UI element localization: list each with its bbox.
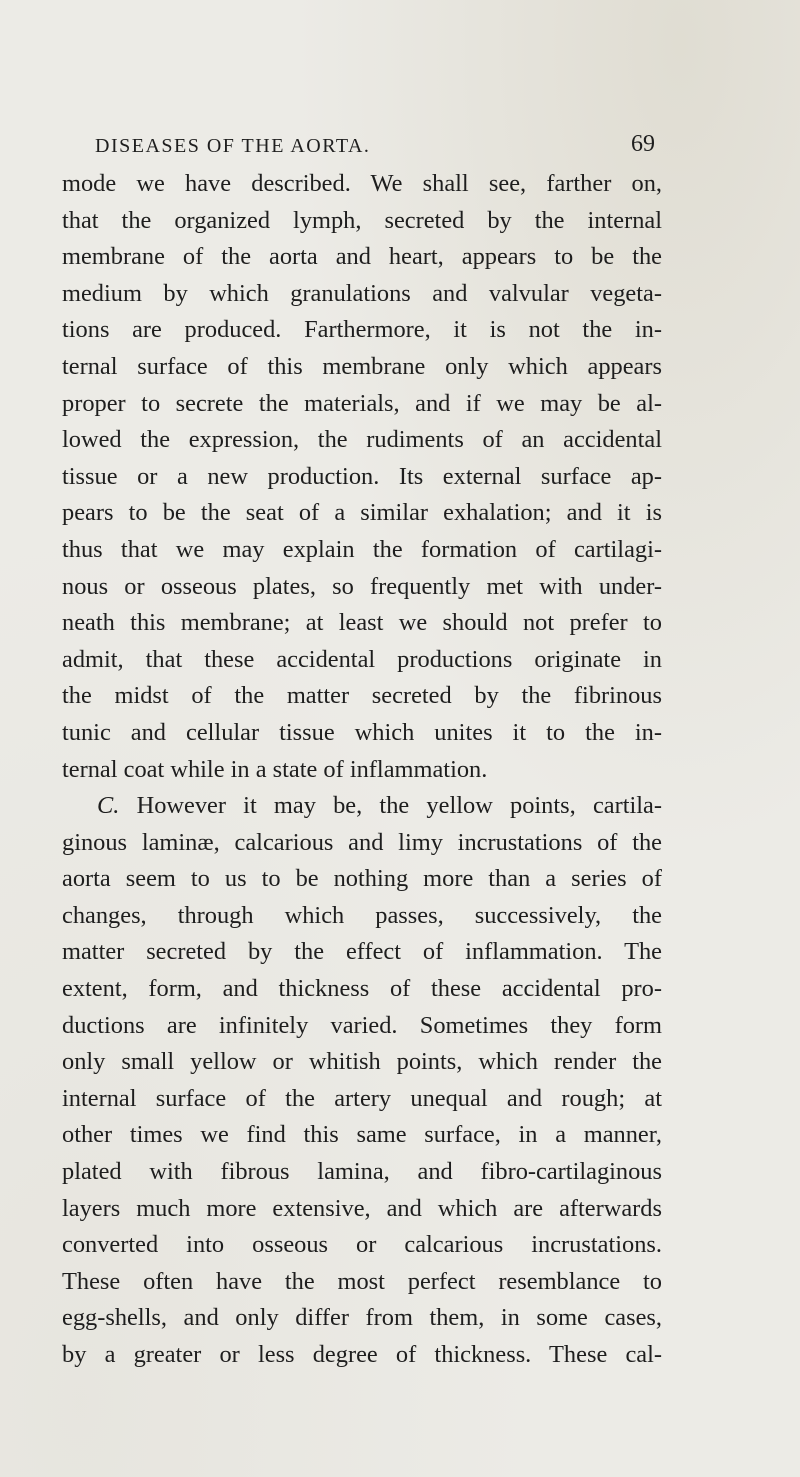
text-line: nous or osseous plates, so frequently met with under- [62,572,662,600]
text-line: converted into osseous or calcarious incrustations. [62,1231,662,1259]
text-line: tissue or a new production. Its external surface ap- [62,462,662,490]
text-line: proper to secrete the materials, and if we may be al- [62,389,662,417]
text-line: ternal surface of this membrane only which appears [62,352,662,380]
text-line: membrane of the aorta and heart, appears to be the [62,243,662,271]
text-line: tunic and cellular tissue which unites it to the in- [62,718,662,746]
text-line: tions are produced. Farthermore, it is not the in- [62,316,662,344]
text-line: other times we find this same surface, in a manner, [62,1121,662,1149]
text-line: admit, that these accidental productions originate in [62,645,662,673]
text-line: by a greater or less degree of thickness. These cal- [62,1341,662,1368]
text-line: thus that we may explain the formation of cartilagi- [62,535,662,563]
text-line: pears to be the seat of a similar exhalation; and it is [62,499,662,527]
page-header [95,131,655,167]
text-line: mode we have described. We shall see, farther on, [62,170,662,197]
text-line: plated with fibrous lamina, and fibro-cartilaginous [62,1158,662,1186]
text-line: These often have the most perfect resemblance to [62,1267,662,1295]
text-line: neath this membrane; at least we should not prefer to [62,609,662,637]
text-line: the midst of the matter secreted by the fibrinous [62,682,662,710]
text-line: ginous laminæ, calcarious and limy incrustations of the [62,828,662,856]
paragraph-end-line: ternal coat while in a state of inflammation. [62,755,488,783]
text-line: changes, through which passes, successively, the [62,901,662,929]
page-number: 69 [631,131,655,157]
text-line: extent, form, and thickness of these accidental pro- [62,975,662,1003]
text-line: ductions are infinitely varied. Sometimes they form [62,1011,662,1039]
running-head: DISEASES OF THE AORTA. [95,135,371,157]
text-line: internal surface of the artery unequal and rough; at [62,1084,662,1112]
text-line: aorta seem to us to be nothing more than a series of [62,865,662,893]
section-marker: C. [97,792,120,820]
body-text [62,166,662,1374]
text-line: medium by which granulations and valvular vegeta- [62,279,662,307]
text-line: only small yellow or whitish points, which render the [62,1048,662,1076]
text-line: layers much more extensive, and which are afterwards [62,1194,662,1222]
text-line: egg-shells, and only differ from them, in some cases, [62,1304,662,1332]
text-line: matter secreted by the effect of inflammation. The [62,938,662,966]
paragraph-start-text: However it may be, the yellow points, cartila- [136,792,662,820]
text-line: lowed the expression, the rudiments of an accidental [62,426,662,454]
paragraph-start-line [62,788,662,825]
text-line: that the organized lymph, secreted by the internal [62,206,662,234]
